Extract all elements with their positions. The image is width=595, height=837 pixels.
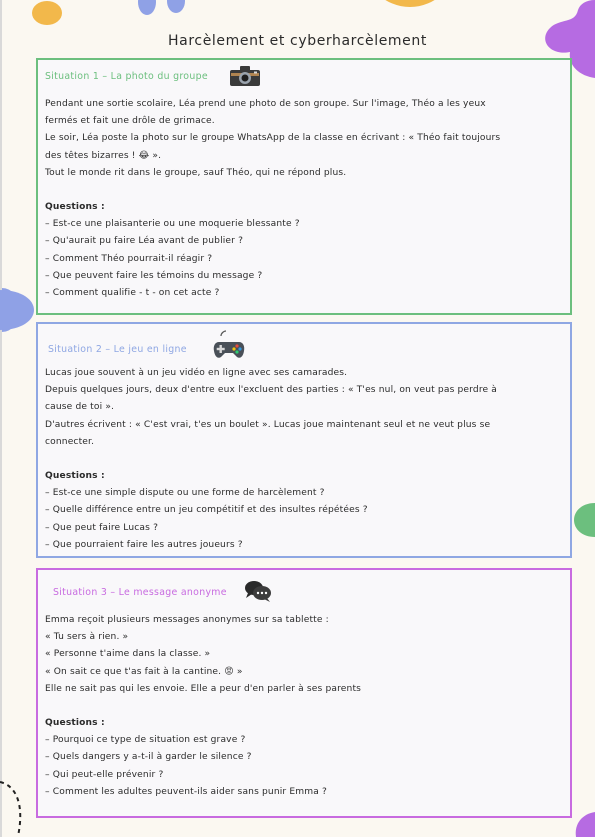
- story-line: Pendant une sortie scolaire, Léa prend une photo de son groupe. Sur l'image, Théo a les yeux: [45, 99, 486, 109]
- decor-blue-half-circle: [0, 288, 36, 332]
- question-item: – Qu'aurait pu faire Léa avant de publier ?: [45, 236, 244, 247]
- decor-top-left-blob: [28, 0, 68, 28]
- page-title: Harcèlement et cyberharcèlement: [168, 33, 427, 49]
- story-line: Le soir, Léa poste la photo sur le groupe WhatsApp de la classe en écrivant : « Théo fait toujours: [45, 133, 501, 144]
- question-item: – Quelle différence entre un jeu compétitif et des insultes répétées ?: [45, 505, 368, 516]
- situation-card-1: [36, 58, 572, 315]
- decor-green-half-circle: [574, 503, 595, 537]
- questions-heading: Questions :: [45, 471, 105, 482]
- situation-title: Situation 2 – Le jeu en ligne: [48, 344, 187, 355]
- situation-body: [45, 612, 564, 801]
- story-line: Depuis quelques jours, deux d'entre eux l'excluent des parties : « T'es nul, on veut pas perdre à: [45, 385, 498, 396]
- story-line: cause de toi ».: [45, 402, 115, 413]
- situation-card-2: [36, 322, 572, 558]
- question-item: – Qui peut-elle prévenir ?: [45, 769, 164, 780]
- decor-top-blob: [130, 0, 190, 18]
- situation-body: [45, 365, 564, 554]
- decor-yellow-ring: [355, 0, 465, 30]
- page-edge: [0, 0, 2, 837]
- story-line: Tout le monde rit dans le groupe, sauf Théo, qui ne répond plus.: [45, 167, 347, 178]
- story-line: « Personne t'aime dans la classe. »: [45, 649, 211, 660]
- questions-heading: Questions :: [45, 718, 105, 729]
- situation-card-3: [36, 568, 572, 818]
- question-item: – Est-ce une plaisanterie ou une moquerie blessante ?: [45, 219, 300, 230]
- question-item: – Est-ce une simple dispute ou une forme de harcèlement ?: [45, 488, 325, 499]
- camera-icon: [229, 65, 261, 87]
- question-item: – Quels dangers y a-t-il à garder le silence ?: [45, 752, 252, 763]
- question-item: – Que peuvent faire les témoins du message ?: [45, 270, 263, 281]
- decor-bottom-violet: [570, 812, 595, 837]
- story-line: Elle ne sait pas qui les envoie. Elle a peur d'en parler à ses parents: [45, 683, 362, 694]
- question-item: – Que pourraient faire les autres joueurs ?: [45, 539, 243, 550]
- story-line: D'autres écrivent : « C'est vrai, t'es un boulet ». Lucas joue maintenant seul et ne veut plus se: [45, 419, 491, 430]
- story-line: connecter.: [45, 436, 95, 447]
- gamepad-icon: [212, 330, 246, 360]
- question-item: – Comment qualifie - t - on cet acte ?: [45, 288, 220, 299]
- decor-dashed-arc: [0, 778, 30, 837]
- situation-body: [45, 96, 564, 302]
- questions-heading: Questions :: [45, 202, 105, 213]
- situation-title: Situation 3 – Le message anonyme: [53, 587, 227, 598]
- story-line: des têtes bizarres ! 😂 ».: [45, 150, 162, 161]
- story-line: Lucas joue souvent à un jeu vidéo en ligne avec ses camarades.: [45, 368, 348, 378]
- question-item: – Pourquoi ce type de situation est grave ?: [45, 735, 246, 746]
- question-item: – Comment Théo pourrait-il réagir ?: [45, 253, 213, 264]
- story-line: « On sait ce que t'as fait à la cantine. 😡 »: [45, 666, 243, 677]
- story-line: « Tu sers à rien. »: [45, 632, 129, 643]
- speech-bubbles-icon: [244, 579, 272, 603]
- question-item: – Que peut faire Lucas ?: [45, 522, 159, 533]
- story-line: Emma reçoit plusieurs messages anonymes sur sa tablette :: [45, 615, 329, 625]
- story-line: fermés et fait une drôle de grimace.: [45, 116, 215, 127]
- question-item: – Comment les adultes peuvent-ils aider sans punir Emma ?: [45, 786, 328, 797]
- situation-title: Situation 1 – La photo du groupe: [45, 71, 208, 82]
